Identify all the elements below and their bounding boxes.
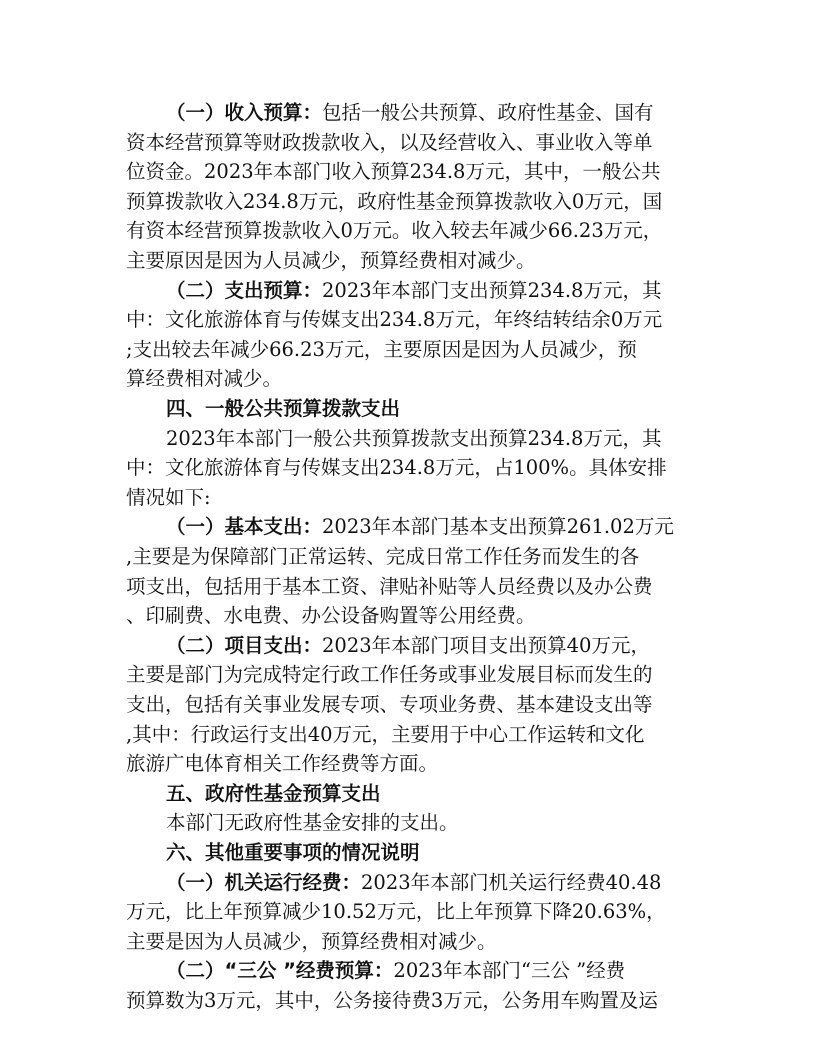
text-line: 旅游广电体育相关工作经费等方面。 xyxy=(126,752,439,776)
paragraph-expenditure-budget-line-1: （二）支出预算：2023年本部门支出预算234.8万元，其 xyxy=(166,278,662,302)
text-line: 万元，比上年预算减少10.52万元，比上年预算下降20.63%， xyxy=(126,900,666,924)
paragraph-basic-expenditure-line-1: （一）基本支出：2023年本部门基本支出预算261.02万元 xyxy=(166,515,674,539)
income-budget-heading: （一）收入预算： xyxy=(166,101,323,124)
text-line: 、印刷费、水电费、办公设备购置等公用经费。 xyxy=(126,604,536,628)
text-line: ,主要是为保障部门正常运转、完成日常工作任务而发生的各 xyxy=(126,545,640,568)
basic-expenditure-heading: （一）基本支出： xyxy=(166,515,323,539)
paragraph-income-budget-line-1: （一）收入预算：包括一般公共预算、政府性基金、国有 xyxy=(166,101,654,124)
text-line: 主要是部门为完成特定行政工作任务或事业发展目标而发生的 xyxy=(126,663,653,687)
text-line: 算经费相对减少。 xyxy=(126,367,283,391)
section-heading-6: 六、其他重要事项的情况说明 xyxy=(166,841,420,864)
expenditure-budget-heading: （二）支出预算： xyxy=(166,278,323,302)
text-line: 本部门无政府性基金安排的支出。 xyxy=(166,811,459,835)
text-line: 主要是因为人员减少，预算经费相对减少。 xyxy=(126,929,497,953)
text-line: 位资金。2023年本部门收入预算234.8万元，其中，一般公共 xyxy=(126,160,661,184)
text-line: 主要原因是因为人员减少，预算经费相对减少。 xyxy=(126,249,536,272)
text-line: 2023年本部门一般公共预算拨款支出预算234.8万元，其 xyxy=(166,426,662,450)
text-line: ;支出较去年减少66.23万元，主要原因是因为人员减少，预 xyxy=(126,337,637,361)
three-public-heading: （二）“三公 ”经费预算： xyxy=(166,959,394,983)
text-line: 项支出，包括用于基本工资、津贴补贴等人员经费以及办公费 xyxy=(126,574,653,598)
text-line: 支出，包括有关事业发展专项、专项业务费、基本建设支出等 xyxy=(126,693,653,716)
section-heading-5: 五、政府性基金预算支出 xyxy=(166,781,381,805)
paragraph-operating-cost-line-1: （一）机关运行经费：2023年本部门机关运行经费40.48 xyxy=(166,870,662,894)
text-line: 情况如下: xyxy=(126,485,211,509)
text-line: 有资本经营预算拨款收入0万元。收入较去年减少66.23万元， xyxy=(126,219,663,243)
text-line: 中：文化旅游体育与传媒支出234.8万元，占100%。具体安排 xyxy=(126,456,667,480)
operating-cost-heading: （一）机关运行经费： xyxy=(166,870,362,894)
paragraph-project-expenditure-line-1: （二）项目支出：2023年本部门项目支出预算40万元， xyxy=(166,633,650,657)
text-line: 资本经营预算等财政拨款收入，以及经营收入、事业收入等单 xyxy=(126,130,653,154)
text-line: ,其中：行政运行支出40万元，主要用于中心工作运转和文化 xyxy=(126,722,645,746)
text-line: 中：文化旅游体育与传媒支出234.8万元，年终结转结余0万元 xyxy=(126,308,663,332)
project-expenditure-heading: （二）项目支出： xyxy=(166,633,323,657)
text-line: 预算数为3万元，其中，公务接待费3万元，公务用车购置及运 xyxy=(126,989,658,1012)
paragraph-three-public-line-1: （二）“三公 ”经费预算：2023年本部门“三公 ”经费 xyxy=(166,959,626,983)
text-line: 预算拨款收入234.8万元，政府性基金预算拨款收入0万元，国 xyxy=(126,189,663,213)
section-heading-4: 四、一般公共预算拨款支出 xyxy=(166,397,401,420)
